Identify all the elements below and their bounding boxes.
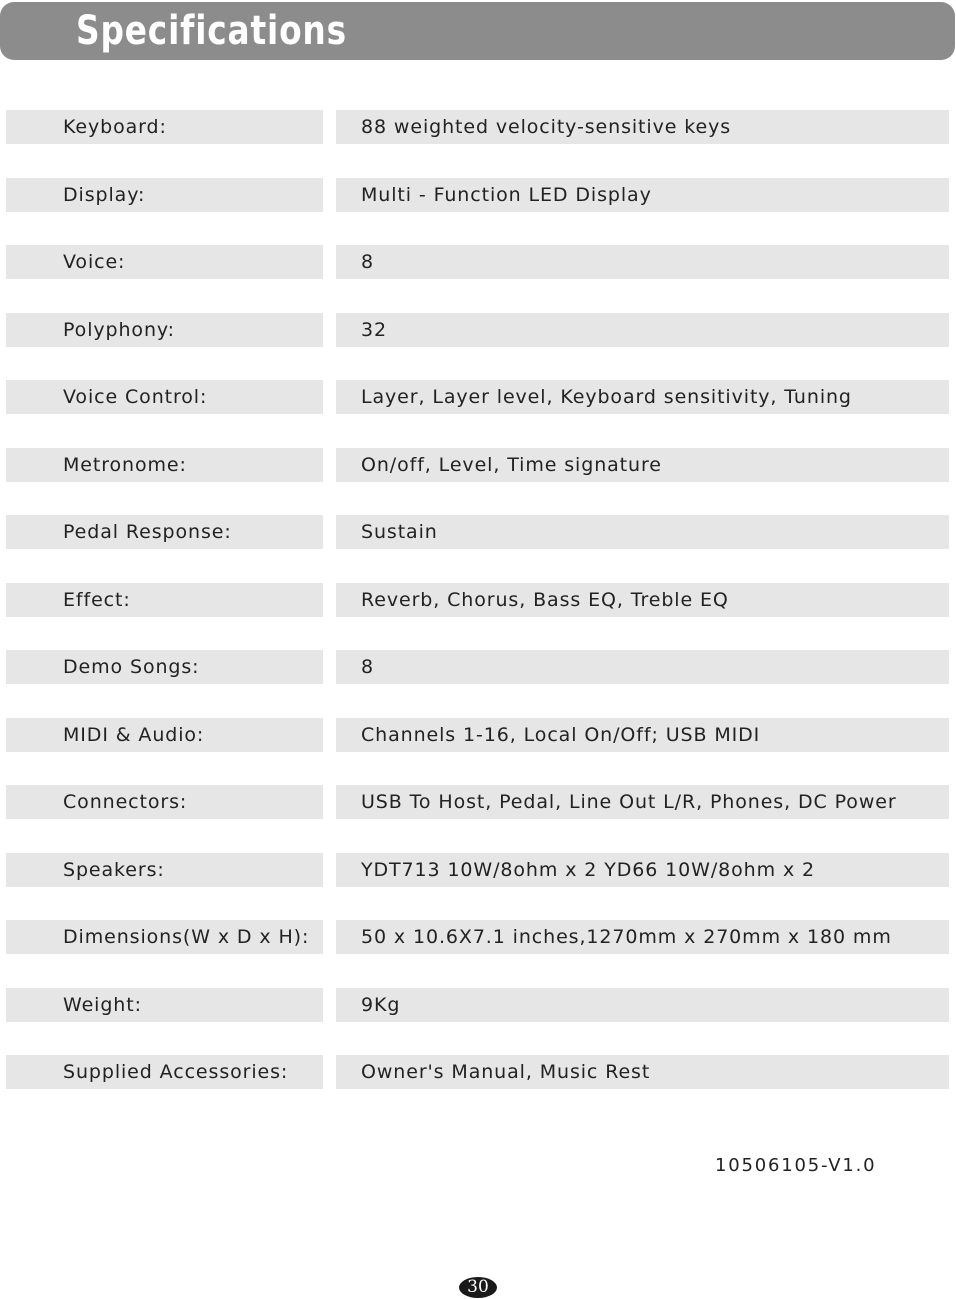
spec-row [0, 583, 956, 617]
spec-row [0, 515, 956, 549]
spec-label-cell [6, 853, 323, 887]
spec-label-cell [6, 110, 323, 144]
spec-row [0, 718, 956, 752]
spec-value-cell [336, 583, 949, 617]
spec-label: Polyphony: [63, 319, 175, 341]
spec-row [0, 245, 956, 279]
spec-value-cell [336, 920, 949, 954]
spec-label-cell [6, 785, 323, 819]
spec-row [0, 785, 956, 819]
spec-value: Multi - Function LED Display [361, 184, 652, 206]
spec-value-cell [336, 853, 949, 887]
spec-label-cell [6, 583, 323, 617]
spec-label: Voice: [63, 251, 126, 273]
spec-label: Weight: [63, 994, 142, 1016]
spec-value: Layer, Layer level, Keyboard sensitivity, Tuning [361, 386, 852, 408]
spec-value: On/off, Level, Time signature [361, 454, 662, 476]
spec-label: MIDI & Audio: [63, 724, 205, 746]
spec-label: Display: [63, 184, 146, 206]
spec-label: Supplied Accessories: [63, 1061, 289, 1083]
spec-row [0, 110, 956, 144]
spec-row [0, 380, 956, 414]
spec-value: USB To Host, Pedal, Line Out L/R, Phones, DC Power [361, 791, 897, 813]
spec-label-cell [6, 1055, 323, 1089]
spec-label-cell [6, 448, 323, 482]
spec-label-cell [6, 515, 323, 549]
spec-label-cell [6, 380, 323, 414]
spec-label: Connectors: [63, 791, 188, 813]
spec-value: Owner's Manual, Music Rest [361, 1061, 651, 1083]
spec-value-cell [336, 650, 949, 684]
spec-label: Pedal Response: [63, 521, 232, 543]
spec-row [0, 988, 956, 1022]
spec-value-cell [336, 515, 949, 549]
spec-row [0, 178, 956, 212]
spec-row [0, 650, 956, 684]
spec-label: Effect: [63, 589, 131, 611]
spec-value-cell [336, 178, 949, 212]
spec-label: Speakers: [63, 859, 165, 881]
spec-value: 88 weighted velocity-sensitive keys [361, 116, 732, 138]
spec-row [0, 448, 956, 482]
spec-label: Keyboard: [63, 116, 167, 138]
spec-label: Voice Control: [63, 386, 208, 408]
spec-label-cell [6, 988, 323, 1022]
spec-row [0, 920, 956, 954]
spec-value: Sustain [361, 521, 438, 543]
spec-row [0, 1055, 956, 1089]
spec-value-cell [336, 988, 949, 1022]
page-title: Specifications [76, 8, 347, 54]
spec-label: Dimensions(W x D x H): [63, 926, 310, 948]
spec-value: 8 [361, 251, 374, 273]
spec-label-cell [6, 178, 323, 212]
spec-label-cell [6, 313, 323, 347]
spec-label: Metronome: [63, 454, 187, 476]
spec-value: Reverb, Chorus, Bass EQ, Treble EQ [361, 589, 729, 611]
header-bar [0, 2, 955, 60]
spec-value-cell [336, 785, 949, 819]
spec-value-cell [336, 1055, 949, 1089]
spec-value: Channels 1-16, Local On/Off; USB MIDI [361, 724, 761, 746]
spec-value-cell [336, 448, 949, 482]
page-number: 30 [459, 1277, 497, 1298]
spec-value-cell [336, 110, 949, 144]
spec-value: YDT713 10W/8ohm x 2 YD66 10W/8ohm x 2 [361, 859, 816, 881]
document-code: 10506105-V1.0 [715, 1155, 877, 1176]
spec-value: 8 [361, 656, 374, 678]
spec-value: 9Kg [361, 994, 401, 1016]
spec-value: 50 x 10.6X7.1 inches,1270mm x 270mm x 180 mm [361, 926, 892, 948]
spec-value-cell [336, 245, 949, 279]
spec-value-cell [336, 313, 949, 347]
spec-label: Demo Songs: [63, 656, 200, 678]
spec-value-cell [336, 380, 949, 414]
spec-row [0, 313, 956, 347]
spec-label-cell [6, 920, 323, 954]
spec-value-cell [336, 718, 949, 752]
spec-value: 32 [361, 319, 387, 341]
spec-row [0, 853, 956, 887]
spec-label-cell [6, 718, 323, 752]
spec-label-cell [6, 245, 323, 279]
spec-label-cell [6, 650, 323, 684]
